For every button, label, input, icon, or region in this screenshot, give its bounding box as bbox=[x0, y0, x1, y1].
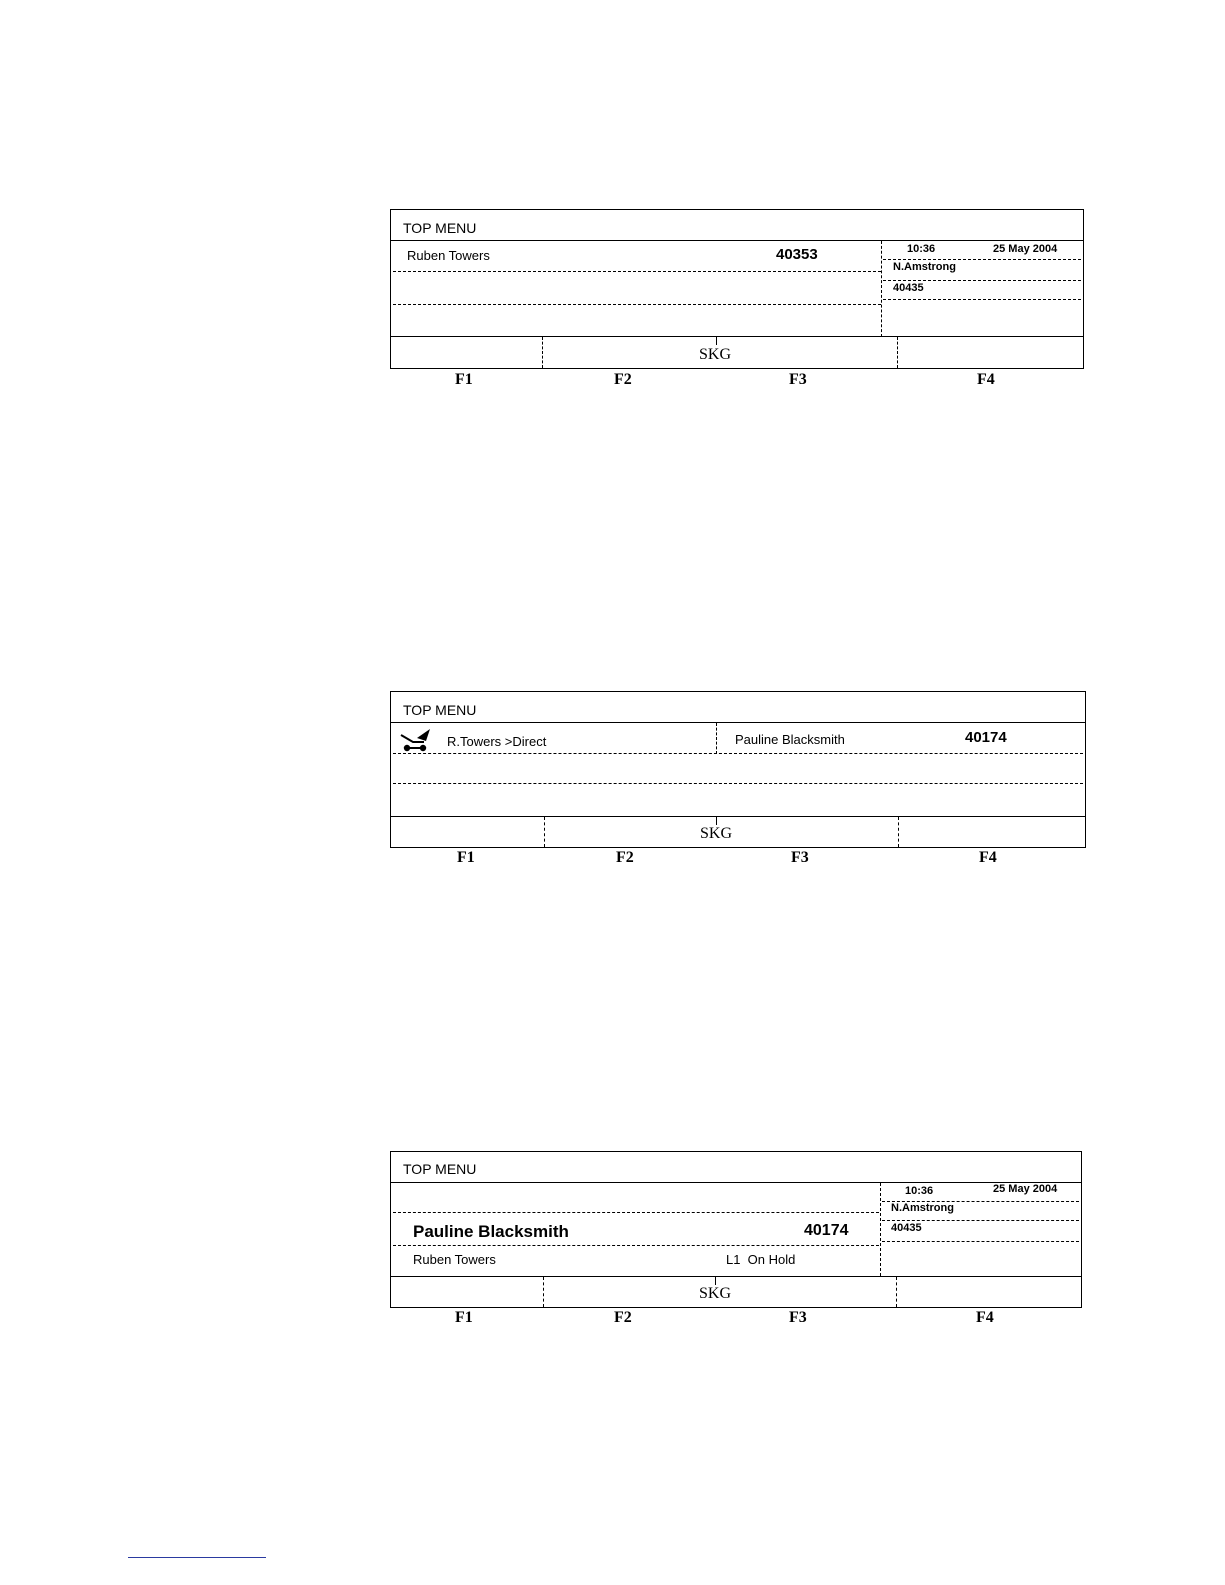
hold-status: L1 On Hold bbox=[726, 1252, 796, 1267]
fkey-f4[interactable]: F4 bbox=[979, 849, 997, 866]
column-divider bbox=[716, 723, 717, 754]
caller-name: Ruben Towers bbox=[407, 248, 490, 263]
caller-extension: 40353 bbox=[776, 246, 818, 263]
divider bbox=[391, 722, 1085, 723]
fkey-f4[interactable]: F4 bbox=[976, 1309, 994, 1326]
softkey-tick bbox=[716, 337, 717, 345]
user-extension: 40435 bbox=[891, 1222, 922, 1234]
fkey-f2[interactable]: F2 bbox=[614, 1309, 632, 1326]
softkey-separator bbox=[543, 1277, 544, 1307]
row-divider bbox=[883, 259, 1081, 260]
column-divider bbox=[880, 1183, 881, 1276]
divider bbox=[391, 240, 1083, 241]
row-divider bbox=[883, 280, 1081, 281]
row-divider bbox=[393, 753, 1083, 754]
footnote-rule bbox=[128, 1557, 266, 1558]
softkey-skg[interactable]: SKG bbox=[699, 1285, 732, 1302]
row-divider bbox=[882, 1220, 1079, 1221]
divider bbox=[391, 1182, 1081, 1183]
fkey-f2[interactable]: F2 bbox=[614, 371, 632, 388]
softkey-skg[interactable]: SKG bbox=[700, 825, 733, 842]
softkey-divider bbox=[391, 816, 1085, 817]
softkey-separator bbox=[897, 337, 898, 368]
softkey-divider bbox=[391, 1276, 1081, 1277]
date: 25 May 2004 bbox=[993, 243, 1058, 255]
date: 25 May 2004 bbox=[993, 1183, 1058, 1195]
fkey-f3[interactable]: F3 bbox=[791, 849, 809, 866]
row-divider bbox=[393, 1245, 879, 1246]
display-panel bbox=[390, 209, 1084, 369]
fkey-f4[interactable]: F4 bbox=[977, 371, 995, 388]
row-divider bbox=[883, 299, 1081, 300]
softkey-separator bbox=[898, 817, 899, 847]
menu-title: TOP MENU bbox=[403, 220, 477, 236]
softkey-separator bbox=[542, 337, 543, 368]
display-panel bbox=[390, 1151, 1082, 1308]
display-panel bbox=[390, 691, 1086, 848]
menu-title: TOP MENU bbox=[403, 702, 477, 718]
softkey-separator bbox=[896, 1277, 897, 1307]
softkey-divider bbox=[391, 336, 1083, 337]
row-divider bbox=[393, 304, 881, 305]
active-caller-name: Pauline Blacksmith bbox=[413, 1222, 569, 1241]
transfer-text: R.Towers >Direct bbox=[447, 734, 547, 749]
user-name: N.Amstrong bbox=[891, 1202, 954, 1214]
row-divider bbox=[393, 783, 1083, 784]
fkey-f1[interactable]: F1 bbox=[457, 849, 475, 866]
target-name: Pauline Blacksmith bbox=[735, 732, 845, 747]
fkey-f3[interactable]: F3 bbox=[789, 1309, 807, 1326]
user-extension: 40435 bbox=[893, 282, 924, 294]
fkey-f3[interactable]: F3 bbox=[789, 371, 807, 388]
row-divider bbox=[393, 271, 881, 272]
column-divider bbox=[881, 241, 882, 337]
clock-time: 10:36 bbox=[905, 1185, 934, 1197]
fkey-f1[interactable]: F1 bbox=[455, 371, 473, 388]
target-extension: 40174 bbox=[965, 729, 1007, 746]
user-name: N.Amstrong bbox=[893, 261, 956, 273]
softkey-separator bbox=[544, 817, 545, 847]
clock-time: 10:36 bbox=[907, 243, 936, 255]
softkey-tick bbox=[716, 817, 717, 825]
held-caller-name: Ruben Towers bbox=[413, 1252, 496, 1267]
softkey-tick bbox=[715, 1277, 716, 1285]
fkey-f2[interactable]: F2 bbox=[616, 849, 634, 866]
row-divider bbox=[882, 1241, 1079, 1242]
row-divider bbox=[393, 1212, 879, 1213]
fkey-f1[interactable]: F1 bbox=[455, 1309, 473, 1326]
active-caller-extension: 40174 bbox=[804, 1222, 849, 1239]
menu-title: TOP MENU bbox=[403, 1161, 477, 1177]
softkey-skg[interactable]: SKG bbox=[699, 346, 732, 363]
